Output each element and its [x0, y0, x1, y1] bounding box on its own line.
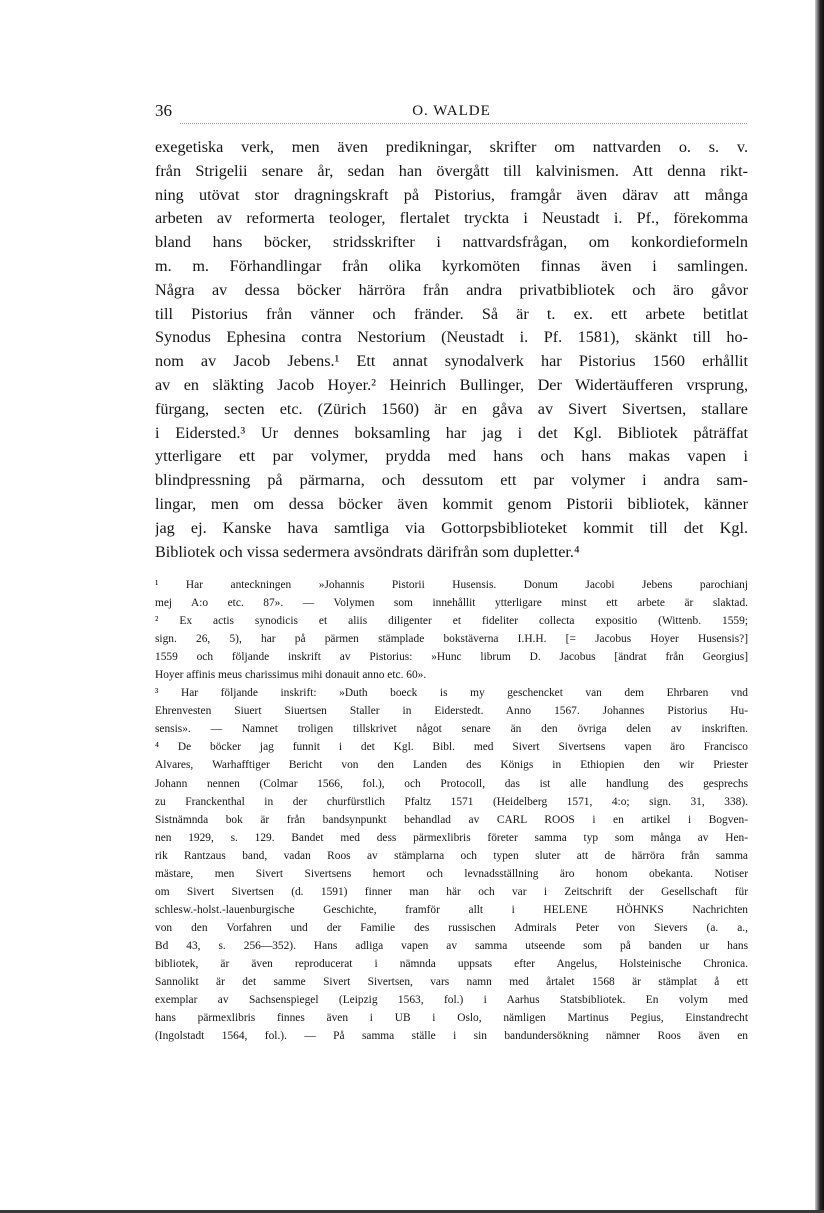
footnote-line: Alvares, Warhafftiger Bericht von den Landen des Königs in Ethiopien den wir Priester — [155, 759, 748, 772]
body-line: blindpressning på pärmarna, och dessutom ett par volymer i andra sam- — [155, 471, 748, 490]
footnote-line: nen 1929, s. 129. Bandet med dess pärmexlibris företer samma typ som många av Hen- — [155, 831, 748, 844]
footnote-line: Sannolikt är det samme Sivert Sivertsen, vars namn med årtalet 1568 är stämplat å ett — [155, 976, 748, 989]
footnote-line: von den Vorfahren und der Familie des russischen Admirals Peter von Sievers (a. a., — [155, 921, 748, 934]
body-line: lingar, men om dessa böcker även kommit genom Pistorii bibliotek, känner — [155, 494, 748, 513]
body-line: bland hans böcker, stridsskrifter i nattvardsfrågan, om konkordieformeln — [155, 233, 748, 252]
footnote-line: sensis». — Namnet troligen tillskrivet något senare än den övriga delen av inskriften. — [155, 723, 748, 736]
footnote-line: zu Franckenthal in der churfürstlich Pfaltz 1571 (Heidelberg 1571, 4:o; sign. 31, 338). — [155, 795, 748, 808]
footnote-line: mästare, men Sivert Sivertsens hemort och levnadsställning äro honom obekanta. Notiser — [155, 867, 748, 880]
body-line: Synodus Ephesina contra Nestorium (Neustadt i. Pf. 1581), skänkt till ho- — [155, 328, 748, 347]
body-line: Några av dessa böcker härröra från andra privatbibliotek och äro gåvor — [155, 280, 748, 299]
page-number: 36 — [155, 101, 172, 120]
main-text — [155, 136, 748, 564]
page-header — [155, 100, 748, 122]
footnote-line: mej A:o etc. 87». — Volymen som innehållit ytterligare minst ett arbete är slaktad. — [155, 597, 748, 610]
footnote-line: Sistnämnda bok är från bandsynpunkt behandlad av CARL ROOS i en artikel i Bogven- — [155, 813, 748, 826]
footnote-line: hans pärmexlibris finnes även i UB i Oslo, nämligen Martinus Pegius, Einstandrecht — [155, 1012, 748, 1025]
body-line: ning utövat stor dragningskraft på Pistorius, framgår även därav att många — [155, 185, 748, 204]
footnote-line: ³ Har följande inskrift: »Duth boeck is my geschencket van dem Ehrbaren vnd — [155, 687, 748, 700]
footnotes — [155, 576, 748, 1045]
body-line: av en släkting Jacob Hoyer.² Heinrich Bullinger, Der Widertäufferen vrsprung, — [155, 375, 748, 394]
scan-edge-shadow — [815, 0, 824, 1213]
footnote-line: exemplar av Sachsenspiegel (Leipzig 1563, fol.) i Aarhus Statsbibliotek. En volym med — [155, 994, 748, 1007]
running-title: O. WALDE — [412, 103, 491, 119]
footnote-line: om Sivert Sivertsen (d. 1591) finner man här och var i Zeitschrift der Gesellschaft für — [155, 885, 748, 898]
body-line: jag ej. Kanske hava samtliga via Gottorpsbiblioteket kommit till det Kgl. — [155, 518, 748, 537]
body-line: Bibliotek och vissa sedermera avsöndrats därifrån som dupletter.⁴ — [155, 542, 580, 561]
header-rule — [180, 123, 747, 124]
footnote-line: bibliotek, är även reproducerat i nämnda uppsats efter Angelus, Holsteinische Chronica. — [155, 957, 748, 970]
footnote-line: ⁴ De böcker jag funnit i det Kgl. Bibl. med Sivert Sivertsens vapen äro Francisco — [155, 741, 748, 754]
footnote-line: Johann nennen (Colmar 1566, fol.), och Protocoll, das ist alle handlung des gesprechs — [155, 777, 748, 790]
body-line: i Eidersted.³ Ur dennes boksamling har jag i det Kgl. Bibliotek påträffat — [155, 423, 748, 442]
footnote-line: (Ingolstadt 1564, fol.). — På samma ställe i sin bandundersökning nämner Roos även en — [155, 1030, 748, 1043]
footnote-line: ¹ Har anteckningen »Johannis Pistorii Husensis. Donum Jacobi Jebens parochianj — [155, 579, 748, 591]
footnote-line: schlesw.-holst.-lauenburgische Geschichte, framför allt i HELENE HÖHNKS Nachrichten — [155, 903, 748, 916]
footnote-line: rik Rantzaus band, vadan Roos av stämplarna och typen sluter att de härröra från samma — [155, 849, 748, 862]
body-line: m. m. Förhandlingar från olika kyrkomöten finnas även i samlingen. — [155, 256, 748, 275]
footnote-line: sign. 26, 5), har på pärmen stämplade bokstäverna I.H.H. [= Jacobus Hoyer Husensis?] — [155, 633, 748, 646]
body-line: nom av Jacob Jebens.¹ Ett annat synodalverk har Pistorius 1560 erhållit — [155, 352, 748, 371]
body-line: från Strigelii senare år, sedan han övergått till kalvinismen. Att denna rikt- — [155, 161, 748, 180]
footnote-line: Ehrenvesten Siuert Siuertsen Staller in Eiderstedt. Anno 1567. Johannes Pistorius Hu- — [155, 705, 748, 718]
body-line: ytterligare ett par volymer, prydda med hans och hans makas vapen i — [155, 447, 748, 466]
footnote-line: Bd 43, s. 256—352). Hans adliga vapen av samma utseende som på banden ur hans — [155, 939, 748, 952]
body-line: arbeten av reformerta teologer, flertalet tryckta i Neustadt i. Pf., förekomma — [155, 209, 748, 228]
footnote-line: ² Ex actis synodicis et aliis diligenter et fideliter collecta expositio (Wittenb. 1559; — [155, 615, 748, 628]
footnote-line: 1559 och följande inskrift av Pistorius: »Hunc librum D. Jacobus [ändrat från Georgius] — [155, 651, 748, 664]
body-line: fürgang, secten etc. (Zürich 1560) är en gåva av Sivert Sivertsen, stallare — [155, 399, 748, 418]
footnote-line: Hoyer affinis meus charissimus mihi donauit anno etc. 60». — [155, 669, 427, 682]
body-line: till Pistorius från vänner och fränder. Så är t. ex. ett arbete betitlat — [155, 304, 748, 323]
body-line: exegetiska verk, men även predikningar, skrifter om nattvarden o. s. v. — [155, 138, 748, 156]
